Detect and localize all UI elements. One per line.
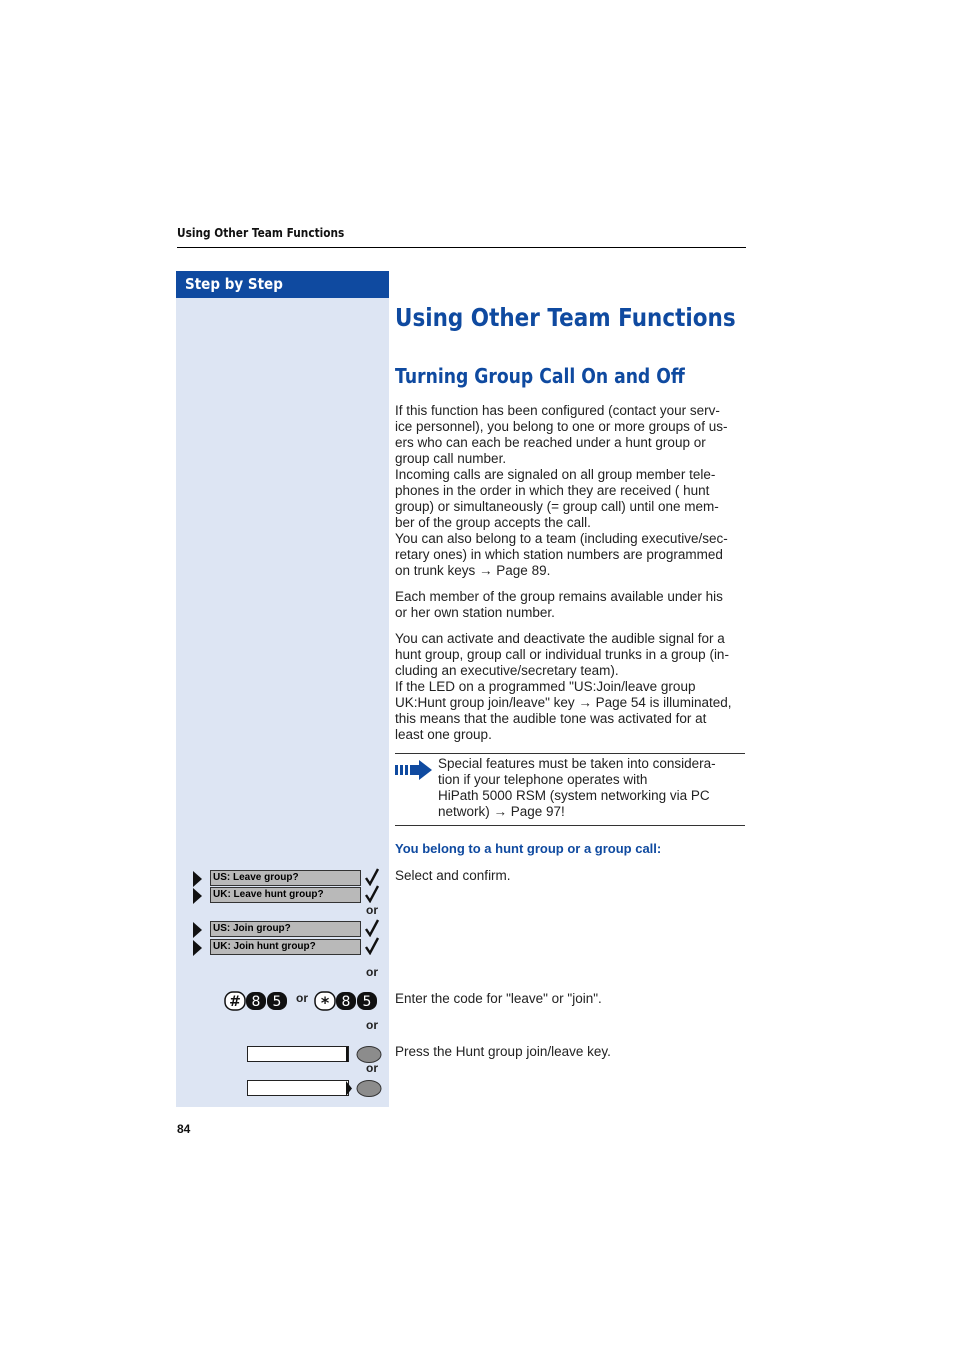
step-by-step-sidebar [176,271,389,1107]
text-line: phones in the order in which they are received ( hunt [395,483,710,498]
sidebar-heading [176,271,389,298]
instruction-select: Select and confirm. [395,868,511,883]
text-line: UK:Hunt group join/leave" key → Page 54 is illuminated, [395,695,732,710]
dial-key-hash[interactable] [225,992,245,1010]
text-line: HiPath 5000 RSM (system networking via PC [438,788,710,803]
text-line: this means that the audible tone was activated for at [395,711,707,726]
key-led-icon [346,1080,382,1098]
text-line: least one group. [395,727,492,742]
triangle-right-icon [192,940,202,956]
text-line: ers who can each be reached under a hunt group or [395,435,706,450]
key-label-field [247,1080,349,1096]
checkmark-icon[interactable] [364,885,380,903]
or-label: or [366,903,378,917]
display-option-label: US: Join group? [210,921,361,937]
code-hash-8-5 [224,991,290,1011]
text-line: or her own station number. [395,605,555,620]
dial-key-label: * [320,993,330,1011]
page-title: Using Other Team Functions [395,303,736,332]
or-label: or [296,991,308,1005]
text-line: retary ones) in which station numbers are programmed [395,547,723,562]
text-line: If the LED on a programmed "US:Join/leave group [395,679,696,694]
note-bottom-rule [395,825,745,826]
text-line: hunt group, group call or individual trunks in a group (in- [395,647,729,662]
text-line: network) → Page 97! [438,804,565,819]
checkmark-icon[interactable] [364,919,380,937]
instruction-code: Enter the code for "leave" or "join". [395,991,602,1006]
running-header: Using Other Team Functions [177,226,345,240]
key-label-field [247,1046,349,1062]
display-option-label: UK: Join hunt group? [210,939,361,955]
dial-key-label: 5 [272,994,282,1010]
dial-key-8[interactable] [336,992,356,1010]
note-top-rule [395,753,745,754]
text-line: cluding an executive/secretary team). [395,663,619,678]
dial-key-8[interactable] [246,992,266,1010]
dial-key-label: 8 [341,994,351,1010]
dial-key-label: 5 [362,994,372,1010]
paragraph-availability [395,589,750,621]
dial-key-star[interactable] [315,992,335,1011]
sidebar-heading-text: Step by Step [185,275,283,293]
instruction-key: Press the Hunt group join/leave key. [395,1044,611,1059]
note-text [438,756,716,820]
checkmark-icon[interactable] [364,937,380,955]
display-option-label: UK: Leave hunt group? [210,887,361,903]
or-label: or [366,1018,378,1032]
text-line: Incoming calls are signaled on all group member tele- [395,467,716,482]
display-option-label: US: Leave group? [210,870,361,886]
text-line: group call number. [395,451,507,466]
text-line: on trunk keys → Page 89. [395,563,551,578]
dial-key-5[interactable] [267,992,287,1010]
text-line: tion if your telephone operates with [438,772,648,787]
note-arrow-icon [395,759,433,786]
text-line: ber of the group accepts the call. [395,515,591,530]
paragraph-audible-signal [395,631,750,743]
dial-key-label: 8 [251,994,261,1010]
paragraph-intro [395,403,750,579]
text-line: You can also belong to a team (including executive/sec- [395,531,728,546]
text-line: group) or simultaneously (= group call) until one mem- [395,499,719,514]
text-line: Special features must be taken into considera- [438,756,716,771]
checkmark-icon[interactable] [364,868,380,886]
code-star-8-5 [314,991,380,1011]
section-title: Turning Group Call On and Off [395,364,685,388]
text-line: You can activate and deactivate the audible signal for a [395,631,725,646]
dial-key-5[interactable] [357,992,377,1010]
text-line: If this function has been configured (contact your serv- [395,403,720,418]
text-line: ice personnel), you belong to one or more groups of us- [395,419,728,434]
page-number: 84 [177,1122,191,1136]
dial-key-label: # [229,994,241,1010]
or-label: or [366,1061,378,1075]
triangle-right-icon [192,888,202,904]
triangle-right-icon [192,922,202,938]
or-label: or [366,965,378,979]
step-subheading: You belong to a hunt group or a group call: [395,841,662,856]
text-line: Each member of the group remains available under his [395,589,723,604]
header-rule [177,247,746,248]
triangle-right-icon [192,871,202,887]
